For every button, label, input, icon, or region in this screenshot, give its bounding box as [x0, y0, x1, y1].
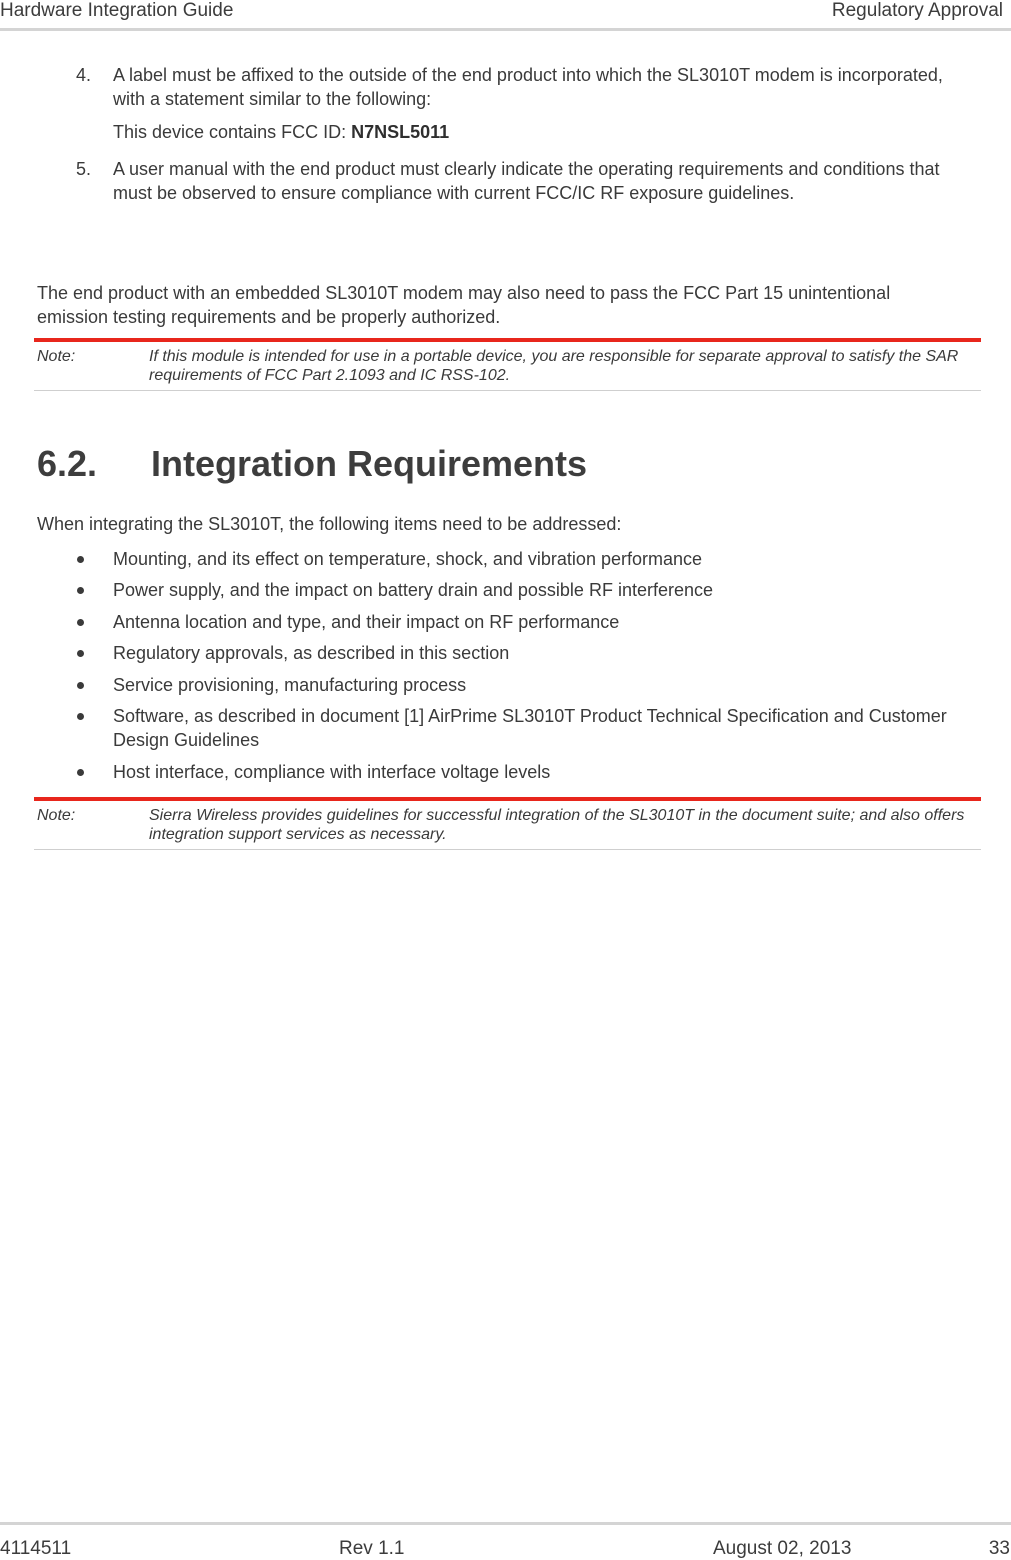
- note-text: If this module is intended for use in a portable device, you are responsible for separate approval to satisfy the SAR requirements of FCC Part 2.1093 and IC RSS-102.: [149, 348, 959, 384]
- section-title: Integration Requirements: [151, 443, 588, 484]
- list-item: Regulatory approvals, as described in this section: [113, 643, 510, 663]
- fcc-id-prefix: This device contains FCC ID:: [113, 122, 352, 142]
- bullet-icon: [77, 587, 84, 594]
- list-item: Mounting, and its effect on temperature, shock, and vibration performance: [113, 549, 702, 569]
- list-item: Power supply, and the impact on battery drain and possible RF interference: [113, 580, 713, 600]
- section-number: 6.2.: [37, 443, 98, 484]
- note-bottom-rule: [34, 390, 981, 391]
- list-item-number: 5.: [76, 159, 92, 179]
- note-bottom-rule: [34, 849, 981, 850]
- list-item-number: 4.: [76, 65, 92, 85]
- bullet-icon: [77, 769, 84, 776]
- list-item: Host interface, compliance with interface voltage levels: [113, 762, 551, 782]
- bullet-icon: [77, 556, 84, 563]
- bullet-icon: [77, 650, 84, 657]
- list-item: Service provisioning, manufacturing process: [113, 675, 467, 695]
- note-label: Note:: [37, 348, 76, 365]
- footer-doc-number: 4114511: [0, 1538, 72, 1559]
- fcc-id-value: N7NSL5011: [351, 122, 450, 142]
- header-divider: [0, 28, 1011, 31]
- header-section: Regulatory Approval: [831, 0, 1003, 21]
- footer-divider: [0, 1522, 1011, 1525]
- bullet-icon: [77, 713, 84, 720]
- list-item-text: A label must be affixed to the outside of the end product into which the SL3010T modem is incorporated, with a statement similar to the following:: [113, 65, 943, 109]
- note-text: Sierra Wireless provides guidelines for successful integration of the SL3010T in the document suite; and also offers integration support services as necessary.: [149, 807, 965, 843]
- note-top-rule: [34, 797, 981, 801]
- body-paragraph: The end product with an embedded SL3010T modem may also need to pass the FCC Part 15 unintentional emission testing requirements and be properly authorized.: [37, 283, 891, 327]
- fcc-id-statement: [113, 120, 449, 144]
- bullet-icon: [77, 682, 84, 689]
- list-item-text: A user manual with the end product must clearly indicate the operating requirements and conditions that must be observed to ensure compliance with current FCC/IC RF exposure guidelines.: [113, 159, 940, 203]
- footer-page-number: 33: [988, 1538, 1010, 1559]
- footer-date: August 02, 2013: [713, 1538, 852, 1559]
- list-item: Software, as described in document [1] AirPrime SL3010T Product Technical Specification and Customer Design Guidelines: [113, 706, 947, 750]
- footer-revision: Rev 1.1: [339, 1538, 405, 1559]
- note-label: Note:: [37, 807, 76, 824]
- bullet-icon: [77, 619, 84, 626]
- list-item: Antenna location and type, and their impact on RF performance: [113, 612, 620, 632]
- note-top-rule: [34, 338, 981, 342]
- section-intro: When integrating the SL3010T, the following items need to be addressed:: [37, 514, 622, 534]
- header-title: Hardware Integration Guide: [0, 0, 234, 21]
